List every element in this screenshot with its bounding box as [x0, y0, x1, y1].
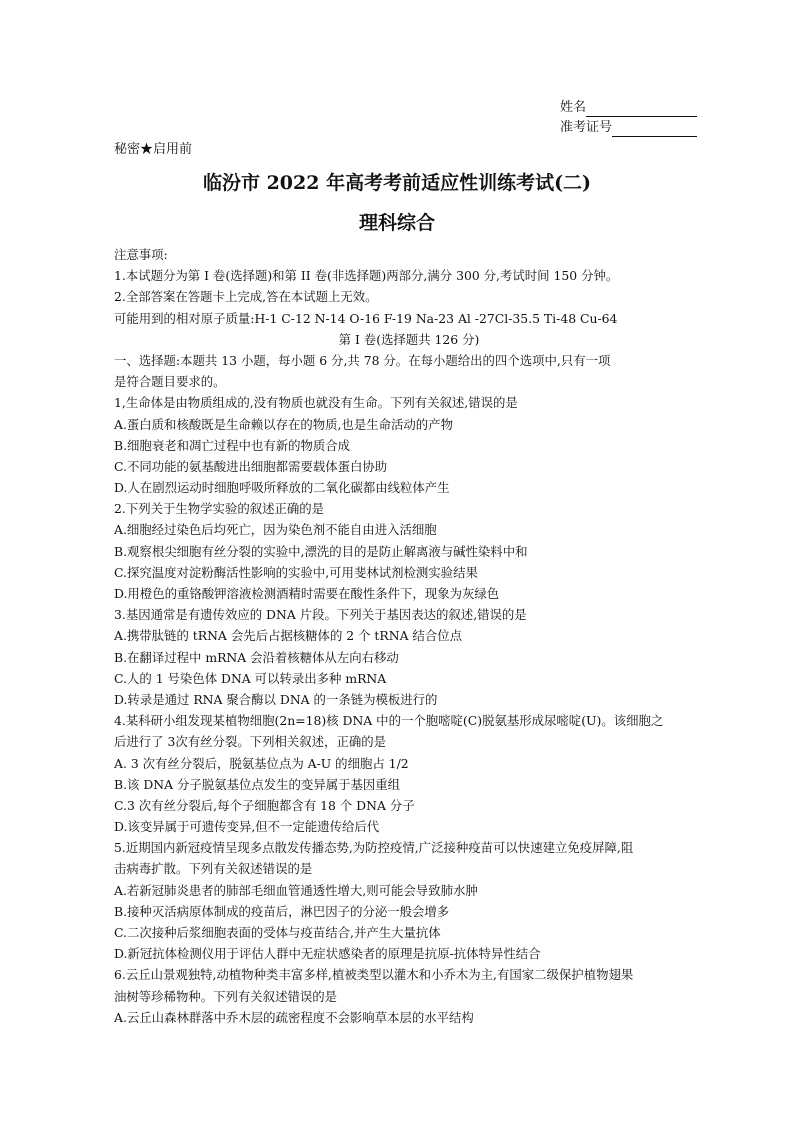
- ticket-underline: [612, 122, 697, 137]
- option-a: A.蛋白质和核酸既是生命赖以存在的物质,也是生命活动的产物: [114, 416, 453, 432]
- exam-title: 临汾市 2022 年高考考前适应性训练考试(二): [202, 172, 592, 194]
- option-b: B.接种灭活病原体制成的疫苗后，淋巴因子的分泌一般会增多: [114, 903, 450, 919]
- option-d: D.用橙色的重铬酸钾溶液检测酒精时需要在酸性条件下，现象为灰绿色: [114, 586, 500, 601]
- question-stem: 4.某科研小组发现某植物细胞(2n=18)核 DNA 中的一个胞嘧啶(C)脱氨基形成尿嘧啶(U)。该细胞之: [114, 713, 664, 729]
- section-instruction: 一、选择题:本题共 13 小题，每小题 6 分,共 78 分。在每小题给出的四个选项中,只有一项: [114, 352, 611, 368]
- exam-body: [114, 244, 704, 1028]
- option-a: A.携带肽链的 tRNA 会先后占据核糖体的 2 个 tRNA 结合位点: [114, 628, 463, 644]
- option-d: D.人在剧烈运动时细胞呼吸所释放的二氧化碳都由线粒体产生: [114, 480, 450, 496]
- option-d: D.该变异属于可遗传变异,但不一定能遗传给后代: [114, 819, 380, 835]
- question-stem: 3.基因通常是有遗传效应的 DNA 片段。下列关于基因表达的叙述,错误的是: [114, 607, 527, 623]
- exam-subtitle: 理科综合: [358, 212, 435, 234]
- note-item: 2.全部答案在答题卡上完成,答在本试题上无效。: [114, 289, 378, 305]
- name-field[interactable]: [560, 99, 697, 117]
- section-heading: 第 I 卷(选择题共 126 分): [338, 331, 480, 347]
- option-d: D.新冠抗体检测仪用于评估人群中无症状感染者的原理是抗原-抗体特异性结合: [114, 946, 541, 962]
- option-a: A. 3 次有丝分裂后，脱氨基位点为 A-U 的细胞占 1/2: [114, 755, 409, 771]
- name-label: 姓名: [560, 100, 587, 115]
- option-a: A.云丘山森林群落中乔木层的疏密程度不会影响草本层的水平结构: [114, 1009, 474, 1025]
- name-underline: [586, 102, 697, 117]
- secret-mark: 秘密★启用前: [114, 142, 193, 157]
- question-stem: 后进行了 3次有丝分裂。下列相关叙述，正确的是: [114, 734, 387, 750]
- option-c: C.3 次有丝分裂后,每个子细胞都含有 18 个 DNA 分子: [114, 797, 415, 813]
- note-item: 1.本试题分为第 I 卷(选择题)和第 II 卷(非选择题)两部分,满分 300 分,考试时间 150 分钟。: [114, 268, 619, 284]
- option-b: B.细胞衰老和凋亡过程中也有新的物质合成: [114, 437, 351, 453]
- question-stem: 6.云丘山景观独特,动植物种类丰富多样,植被类型以灌木和小乔木为主,有国家二级保护植物翅果: [114, 967, 634, 983]
- option-c: C.二次接种后浆细胞表面的受体与疫苗结合,并产生大量抗体: [114, 925, 441, 940]
- question-stem: 5.近期国内新冠疫情呈现多点散发传播态势,为防控疫情,广泛接种疫苗可以快速建立免疫屏障,阻: [114, 840, 634, 856]
- question-stem: 油树等珍稀物种。下列有关叙述错误的是: [114, 988, 338, 1004]
- atomic-mass-note: 可能用到的相对原子质量:H-1 C-12 N-14 O-16 F-19 Na-23 Al -27Cl-35.5 Ti-48 Cu-64: [114, 310, 618, 326]
- ticket-label: 准考证号: [560, 120, 613, 135]
- notes-heading: 注意事项:: [114, 247, 168, 262]
- question-stem: 1,生命体是由物质组成的,没有物质也就没有生命。下列有关叙述,错误的是: [114, 395, 518, 411]
- option-c: C.探究温度对淀粉酶活性影响的实验中,可用斐林试剂检测实验结果: [114, 564, 478, 580]
- ticket-field[interactable]: [560, 119, 697, 137]
- section-instruction: 是符合题目要求的。: [114, 374, 226, 390]
- option-c: C.不同功能的氨基酸进出细胞都需要载体蛋白协助: [114, 458, 388, 474]
- option-b: B.该 DNA 分子脱氨基位点发生的变异属于基因重组: [114, 776, 401, 792]
- option-c: C.人的 1 号染色体 DNA 可以转录出多种 mRNA: [114, 670, 387, 686]
- option-b: B.在翻译过程中 mRNA 会沿着核糖体从左向右移动: [114, 649, 399, 665]
- option-a: A.若新冠肺炎患者的肺部毛细血管通透性增大,则可能会导致肺水肿: [114, 882, 478, 898]
- option-d: D.转录是通过 RNA 聚合酶以 DNA 的一条链为模板进行的: [114, 691, 438, 707]
- option-a: A.细胞经过染色后均死亡，因为染色剂不能自由进入活细胞: [114, 522, 437, 538]
- question-stem: 击病毒扩散。下列有关叙述错误的是: [114, 861, 313, 877]
- question-stem: 2.下列关于生物学实验的叙述正确的是: [114, 501, 325, 517]
- option-b: B.观察根尖细胞有丝分裂的实验中,漂洗的目的是防止解离液与碱性染料中和: [114, 543, 528, 559]
